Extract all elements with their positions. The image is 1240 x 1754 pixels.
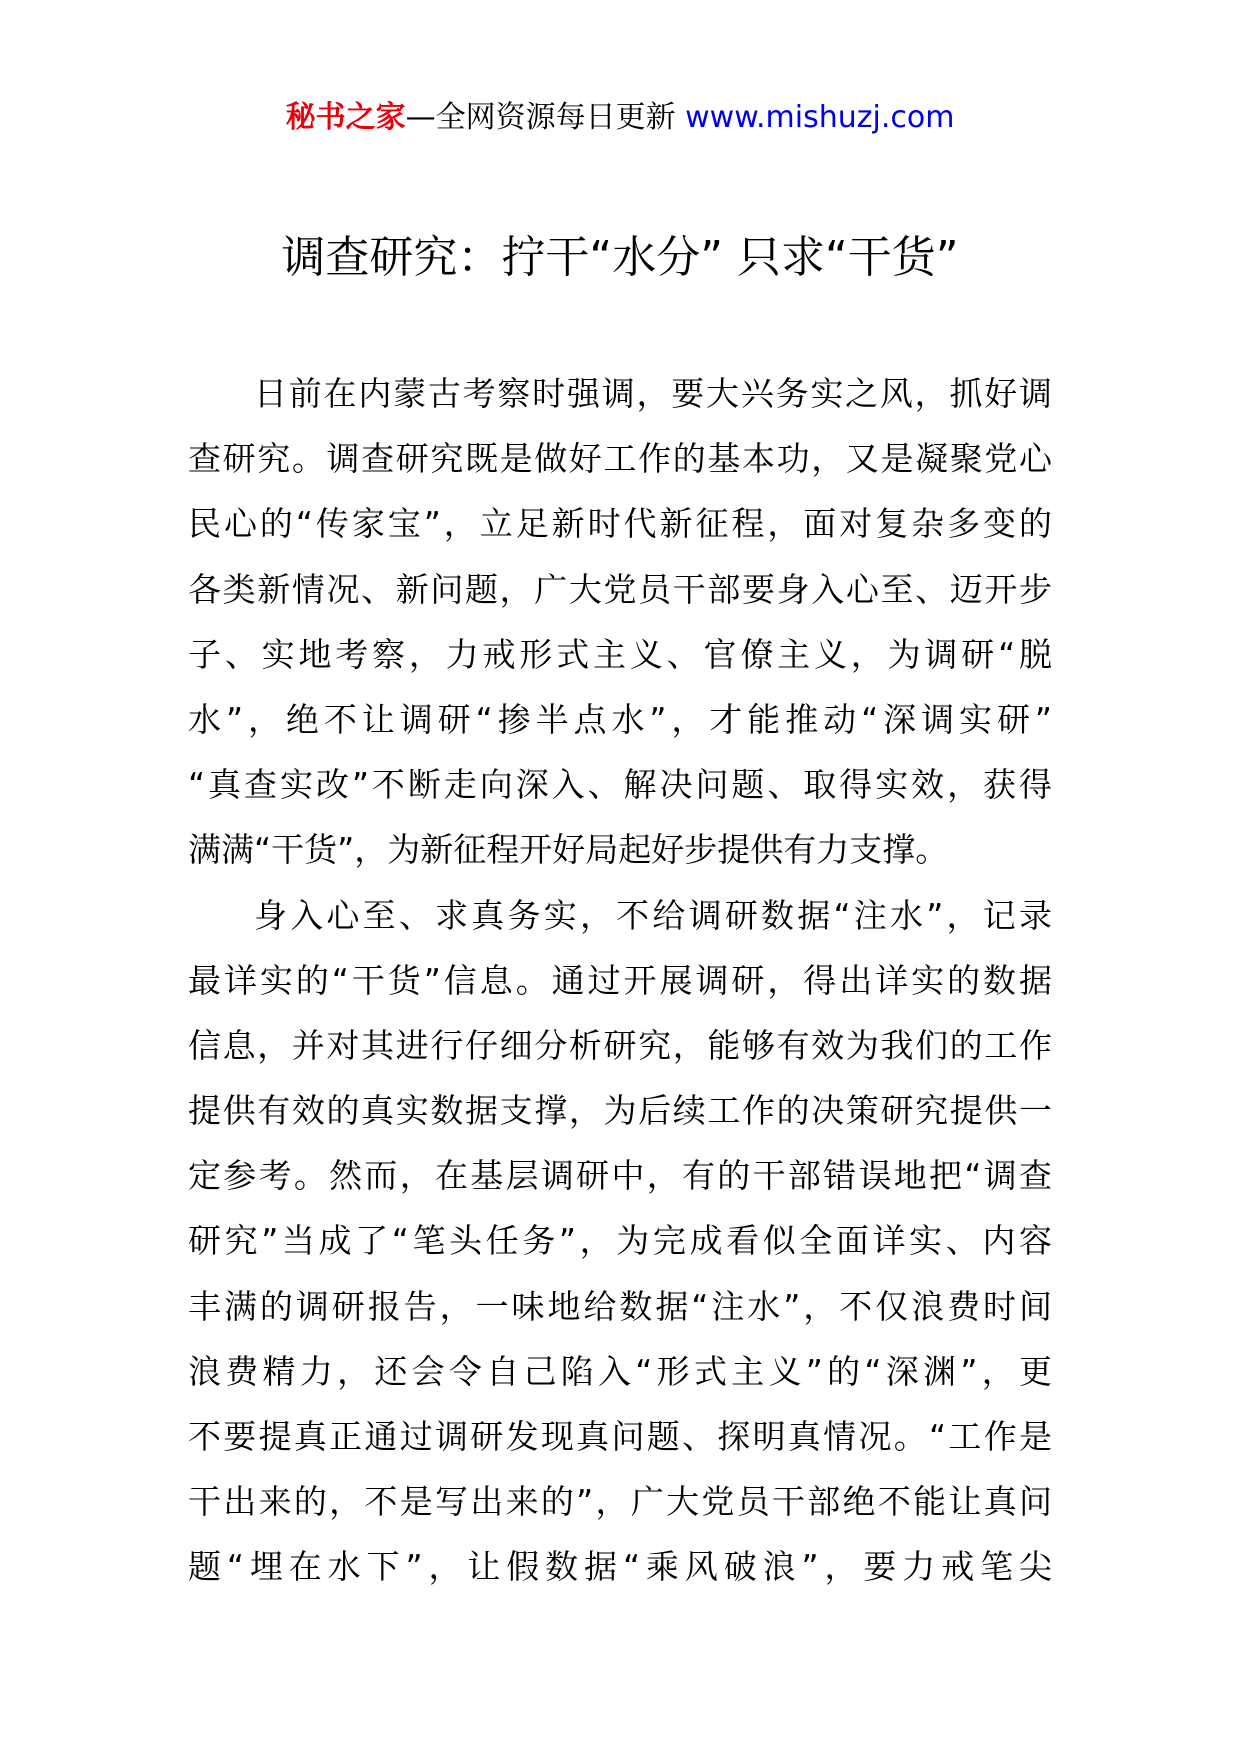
paragraph-1 bbox=[188, 361, 1052, 883]
text-line: 研究”当成了“笔头任务”，为完成看似全面详实、内容 bbox=[188, 1221, 1052, 1261]
text-line: 浪费精力，还会令自己陷入“形式主义”的“深渊”，更 bbox=[188, 1351, 1052, 1391]
text-line: 定参考。然而，在基层调研中，有的干部错误地把“调查 bbox=[188, 1156, 1052, 1196]
paragraph-2 bbox=[188, 883, 1052, 1600]
site-url-link[interactable]: www.mishuzj.com bbox=[685, 100, 955, 135]
site-header bbox=[0, 98, 1240, 138]
text-line: 不要提真正通过调研发现真问题、探明真情况。“工作是 bbox=[188, 1417, 1052, 1456]
text-line: 丰满的调研报告，一味地给数据“注水”，不仅浪费时间 bbox=[188, 1286, 1052, 1326]
article-title: 调查研究：拧干“水分” 只求“干货” bbox=[281, 232, 959, 283]
text-line: 民心的“传家宝”，立足新时代新征程，面对复杂多变的 bbox=[188, 504, 1052, 544]
text-line: 水”，绝不让调研“掺半点水”，才能推动“深调实研” bbox=[188, 699, 1052, 739]
text-line: 干出来的，不是写出来的”，广大党员干部绝不能让真问 bbox=[188, 1482, 1052, 1522]
text-line: 日前在内蒙古考察时强调，要大兴务实之风，抓好调 bbox=[254, 374, 1052, 413]
article-body bbox=[188, 361, 1052, 1600]
text-line: 满满“干货”，为新征程开好局起好步提供有力支撑。 bbox=[188, 830, 949, 870]
site-tagline: —全网资源每日更新 bbox=[405, 100, 676, 135]
text-line: 题“埋在水下”，让假数据“乘风破浪”，要力戒笔尖 bbox=[188, 1547, 1052, 1587]
text-line: 身入心至、求真务实，不给调研数据“注水”，记录 bbox=[254, 895, 1052, 935]
text-line: “真查实改”不断走向深入、解决问题、取得实效，获得 bbox=[188, 765, 1052, 805]
text-line: 查研究。调查研究既是做好工作的基本功，又是凝聚党心 bbox=[188, 439, 1052, 479]
text-line: 各类新情况、新问题，广大党员干部要身入心至、迈开步 bbox=[188, 569, 1052, 609]
text-line: 提供有效的真实数据支撑，为后续工作的决策研究提供一 bbox=[188, 1091, 1052, 1131]
text-line: 子、实地考察，力戒形式主义、官僚主义，为调研“脱 bbox=[188, 634, 1052, 674]
text-line: 最详实的“干货”信息。通过开展调研，得出详实的数据 bbox=[188, 960, 1052, 1000]
site-brand: 秘书之家 bbox=[285, 100, 406, 135]
text-line: 信息，并对其进行仔细分析研究，能够有效为我们的工作 bbox=[188, 1025, 1052, 1065]
